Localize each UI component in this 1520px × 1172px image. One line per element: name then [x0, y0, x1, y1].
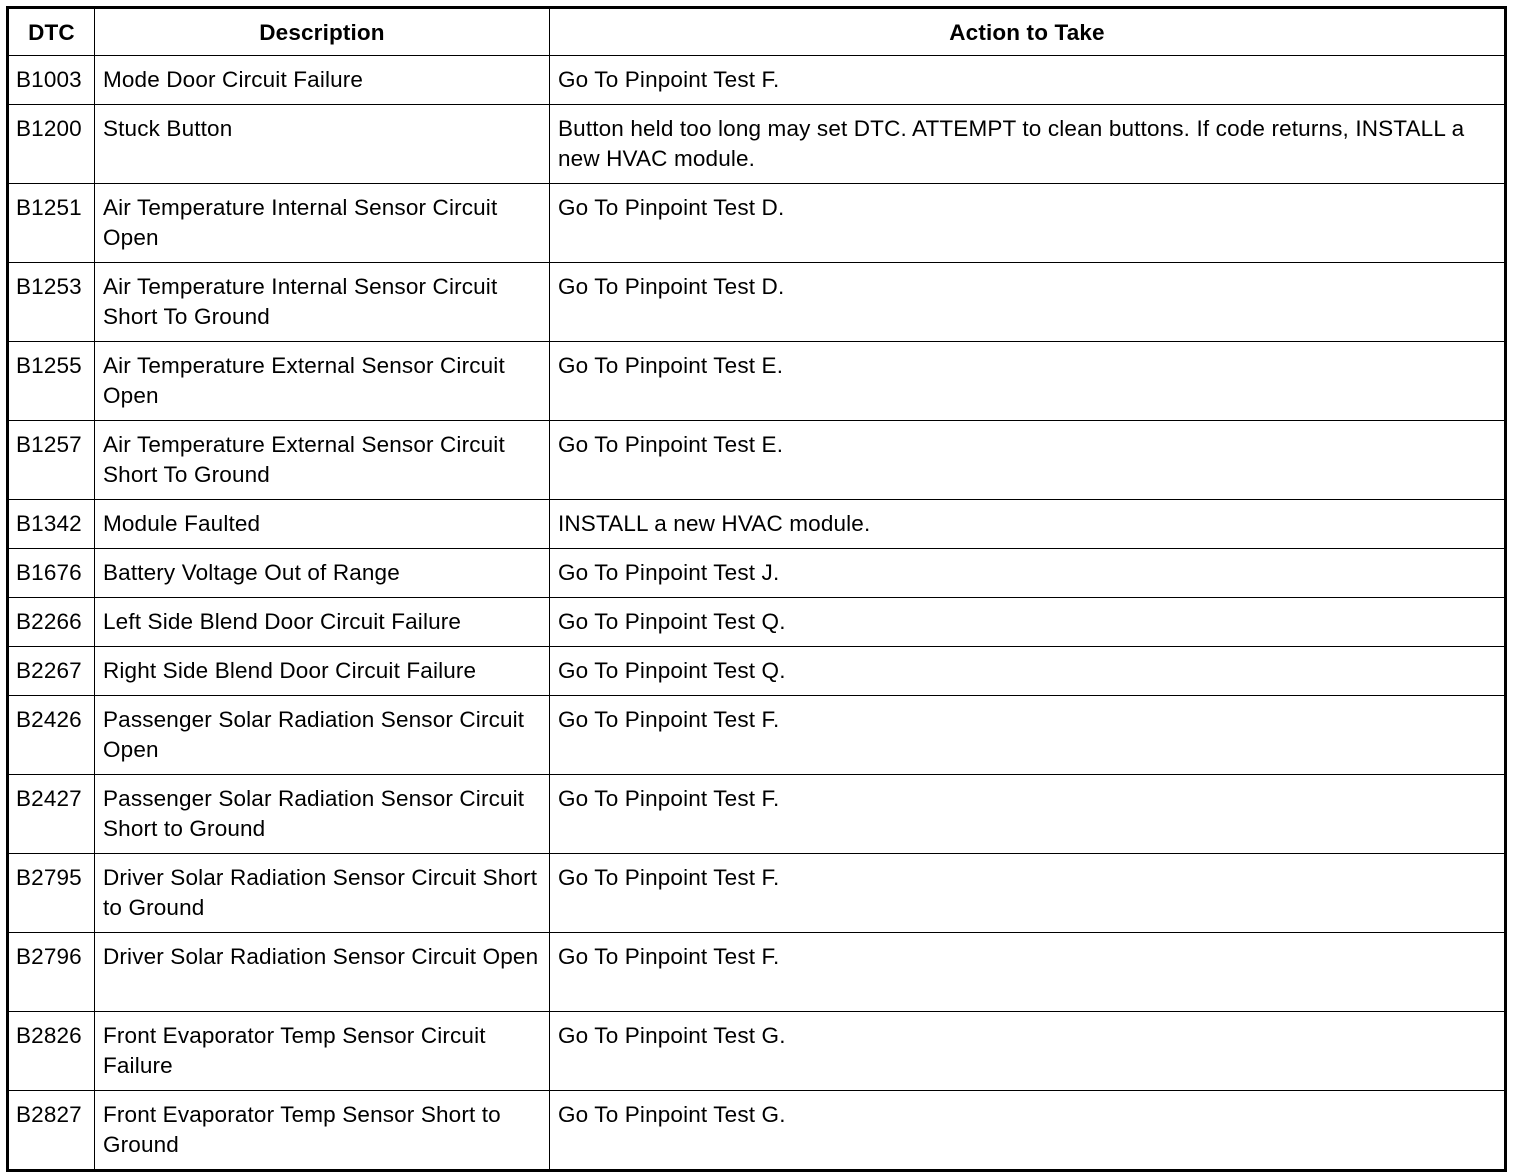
- table-row: [8, 500, 1506, 549]
- dtc-code: B2795: [8, 854, 95, 933]
- table-row: [8, 1012, 1506, 1091]
- dtc-action: Go To Pinpoint Test F.: [550, 854, 1506, 933]
- dtc-action: Go To Pinpoint Test F.: [550, 56, 1506, 105]
- dtc-code: B2266: [8, 598, 95, 647]
- dtc-action: Button held too long may set DTC. ATTEMPT to clean buttons. If code returns, INSTALL a new HVAC module.: [550, 105, 1506, 184]
- dtc-code: B1200: [8, 105, 95, 184]
- header-dtc: DTC: [8, 8, 95, 56]
- table-row: [8, 775, 1506, 854]
- dtc-action: Go To Pinpoint Test D.: [550, 184, 1506, 263]
- dtc-description: Air Temperature External Sensor Circuit Short To Ground: [95, 421, 550, 500]
- dtc-code: B1255: [8, 342, 95, 421]
- dtc-description: Front Evaporator Temp Sensor Short to Ground: [95, 1091, 550, 1171]
- table-row: [8, 342, 1506, 421]
- dtc-code: B1003: [8, 56, 95, 105]
- table-row: [8, 647, 1506, 696]
- dtc-action: Go To Pinpoint Test F.: [550, 775, 1506, 854]
- dtc-action: Go To Pinpoint Test G.: [550, 1091, 1506, 1171]
- dtc-description: Air Temperature Internal Sensor Circuit Open: [95, 184, 550, 263]
- dtc-description: Driver Solar Radiation Sensor Circuit Short to Ground: [95, 854, 550, 933]
- table-header-row: [8, 8, 1506, 56]
- dtc-action: Go To Pinpoint Test D.: [550, 263, 1506, 342]
- dtc-code: B1251: [8, 184, 95, 263]
- table-row: [8, 933, 1506, 1012]
- table-row: [8, 56, 1506, 105]
- dtc-code: B2426: [8, 696, 95, 775]
- dtc-action: Go To Pinpoint Test E.: [550, 342, 1506, 421]
- table-row: [8, 696, 1506, 775]
- table-row: [8, 1091, 1506, 1171]
- dtc-code: B2427: [8, 775, 95, 854]
- header-action: Action to Take: [550, 8, 1506, 56]
- dtc-description: Passenger Solar Radiation Sensor Circuit Open: [95, 696, 550, 775]
- dtc-action: Go To Pinpoint Test G.: [550, 1012, 1506, 1091]
- dtc-description: Passenger Solar Radiation Sensor Circuit Short to Ground: [95, 775, 550, 854]
- table-row: [8, 105, 1506, 184]
- dtc-code: B2827: [8, 1091, 95, 1171]
- dtc-code: B2267: [8, 647, 95, 696]
- table-row: [8, 854, 1506, 933]
- dtc-description: Air Temperature Internal Sensor Circuit Short To Ground: [95, 263, 550, 342]
- dtc-description: Mode Door Circuit Failure: [95, 56, 550, 105]
- dtc-code: B1257: [8, 421, 95, 500]
- dtc-description: Right Side Blend Door Circuit Failure: [95, 647, 550, 696]
- dtc-action: INSTALL a new HVAC module.: [550, 500, 1506, 549]
- dtc-action: Go To Pinpoint Test E.: [550, 421, 1506, 500]
- header-description: Description: [95, 8, 550, 56]
- dtc-description: Stuck Button: [95, 105, 550, 184]
- dtc-code: B1676: [8, 549, 95, 598]
- table-row: [8, 421, 1506, 500]
- dtc-description: Left Side Blend Door Circuit Failure: [95, 598, 550, 647]
- dtc-code: B1253: [8, 263, 95, 342]
- dtc-action: Go To Pinpoint Test Q.: [550, 598, 1506, 647]
- table-row: [8, 263, 1506, 342]
- dtc-description: Front Evaporator Temp Sensor Circuit Failure: [95, 1012, 550, 1091]
- dtc-action: Go To Pinpoint Test F.: [550, 696, 1506, 775]
- dtc-code: B2826: [8, 1012, 95, 1091]
- dtc-action: Go To Pinpoint Test J.: [550, 549, 1506, 598]
- table-row: [8, 184, 1506, 263]
- dtc-description: Battery Voltage Out of Range: [95, 549, 550, 598]
- dtc-description: Module Faulted: [95, 500, 550, 549]
- dtc-description: Air Temperature External Sensor Circuit Open: [95, 342, 550, 421]
- table-row: [8, 598, 1506, 647]
- dtc-description: Driver Solar Radiation Sensor Circuit Open: [95, 933, 550, 1012]
- table-row: [8, 549, 1506, 598]
- dtc-action: Go To Pinpoint Test Q.: [550, 647, 1506, 696]
- dtc-table: [6, 6, 1507, 1172]
- dtc-code: B2796: [8, 933, 95, 1012]
- dtc-code: B1342: [8, 500, 95, 549]
- dtc-action: Go To Pinpoint Test F.: [550, 933, 1506, 1012]
